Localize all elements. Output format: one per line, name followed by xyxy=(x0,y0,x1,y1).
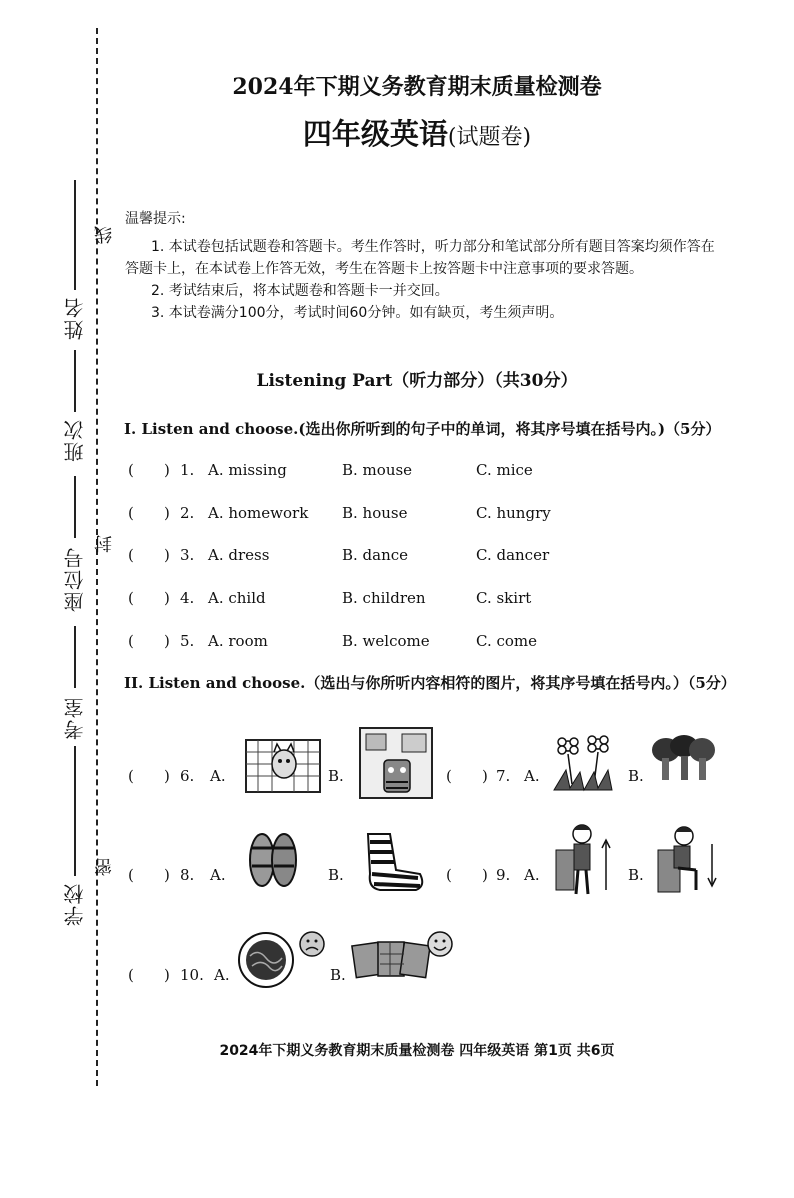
option-c: C. mice xyxy=(476,461,533,479)
subject-title: 四年级英语 xyxy=(302,117,448,151)
option-a: A. room xyxy=(208,632,268,650)
answer-paren-open: ( xyxy=(128,866,134,884)
question-number: 4. xyxy=(180,589,195,607)
field-room-label: 考室 xyxy=(63,696,87,740)
question-number: 1. xyxy=(180,461,195,479)
question-number: 2. xyxy=(180,504,195,522)
notice-item-2: 2. 考试结束后，将本试题卷和答题卡一并交回。 xyxy=(151,283,449,299)
option-b: B. xyxy=(328,866,344,884)
exam-subtitle xyxy=(0,112,794,153)
boy-stand-up-picture xyxy=(552,820,616,898)
answer-paren-open: ( xyxy=(128,767,134,785)
question-number: 7. xyxy=(496,767,511,785)
answer-paren-close: ) xyxy=(164,461,170,479)
notice-item-1: 1. 本试卷包括试题卷和答题卡。考生作答时，听力部分和笔试部分所有题目答案均须作答在答题卡上，在本试卷上作答无效，考生在答题卡上按答题卡中注意事项的要求答题。 xyxy=(125,239,715,277)
binding-mark-mi: 密 xyxy=(94,858,115,876)
answer-paren-close: ) xyxy=(164,966,170,984)
answer-paren-close: ) xyxy=(482,767,488,785)
option-c: C. come xyxy=(476,632,538,650)
question-row xyxy=(128,866,728,892)
answer-paren-close: ) xyxy=(164,767,170,785)
option-b: B. children xyxy=(342,589,426,607)
option-a: A. xyxy=(210,767,226,785)
boy-sit-down-picture xyxy=(656,820,720,898)
question-number: 3. xyxy=(180,546,195,564)
section1-title: I. Listen and choose.(选出你所听到的句子中的单词，将其序号填在括号内。)（5分） xyxy=(124,420,721,438)
answer-paren-close: ) xyxy=(164,546,170,564)
notice-heading: 温馨提示: xyxy=(125,211,186,227)
field-name-label: 姓名 xyxy=(63,296,87,340)
answer-paren-open: ( xyxy=(128,632,134,650)
option-a: A. xyxy=(214,966,230,984)
trees-picture xyxy=(650,734,716,784)
question-number: 9. xyxy=(496,866,511,884)
option-b: B. house xyxy=(342,504,408,522)
option-a: A. homework xyxy=(208,504,309,522)
cookies-happy-picture xyxy=(350,928,456,986)
school-blank[interactable] xyxy=(74,746,76,876)
field-class-label: 班次 xyxy=(63,418,87,462)
robot-in-room-picture xyxy=(358,726,434,800)
flowers-picture xyxy=(548,732,618,794)
question-number: 10. xyxy=(180,966,204,984)
answer-paren-close: ) xyxy=(164,589,170,607)
sock-picture xyxy=(360,830,428,894)
option-b: B. xyxy=(628,767,644,785)
question-number: 6. xyxy=(180,767,195,785)
option-a: A. xyxy=(210,866,226,884)
answer-paren-open: ( xyxy=(128,546,134,564)
binding-mark-xian: 线 xyxy=(94,226,115,244)
answer-paren-open: ( xyxy=(128,504,134,522)
option-b: B. mouse xyxy=(342,461,413,479)
binding-mark-feng: 封 xyxy=(94,535,115,553)
question-number: 8. xyxy=(180,866,195,884)
name-blank[interactable] xyxy=(74,180,76,290)
field-school-label: 学校 xyxy=(63,882,87,926)
option-b: B. welcome xyxy=(342,632,430,650)
option-c: C. hungry xyxy=(476,504,551,522)
sandals-picture xyxy=(244,830,300,888)
seat-blank[interactable] xyxy=(74,476,76,538)
answer-paren-open: ( xyxy=(128,589,134,607)
page-footer: 2024年下期义务教育期末质量检测卷 四年级英语 第1页 共6页 xyxy=(219,1043,615,1059)
exam-title: 2024年下期义务教育期末质量检测卷 xyxy=(232,74,602,100)
notice-block xyxy=(125,208,725,324)
option-c: C. dancer xyxy=(476,546,550,564)
notice-item-3: 3. 本试卷满分100分，考试时间60分钟。如有缺页，考生须声明。 xyxy=(151,305,564,321)
option-b: B. xyxy=(628,866,644,884)
answer-paren-open: ( xyxy=(446,866,452,884)
option-b: B. dance xyxy=(342,546,409,564)
answer-paren-close: ) xyxy=(164,866,170,884)
option-b: B. xyxy=(330,966,346,984)
section2-title: II. Listen and choose.（选出与你所听内容相符的图片，将其序号填在括号内。）（5分） xyxy=(124,674,736,692)
noodles-sad-picture xyxy=(236,928,328,990)
option-a: A. child xyxy=(208,589,266,607)
field-seat-label: 座位号 xyxy=(63,546,87,612)
answer-paren-close: ) xyxy=(482,866,488,884)
cat-in-basket-picture xyxy=(244,734,322,798)
option-a: A. xyxy=(524,866,540,884)
answer-paren-open: ( xyxy=(128,966,134,984)
option-a: A. xyxy=(524,767,540,785)
option-a: A. missing xyxy=(208,461,287,479)
room-blank[interactable] xyxy=(74,626,76,688)
answer-paren-close: ) xyxy=(164,504,170,522)
answer-paren-close: ) xyxy=(164,632,170,650)
subject-note: (试题卷) xyxy=(447,125,532,150)
question-number: 5. xyxy=(180,632,195,650)
answer-paren-open: ( xyxy=(446,767,452,785)
option-c: C. skirt xyxy=(476,589,532,607)
answer-paren-open: ( xyxy=(128,461,134,479)
option-b: B. xyxy=(328,767,344,785)
listening-part-title: Listening Part（听力部分）（共30分） xyxy=(256,371,578,391)
option-a: A. dress xyxy=(208,546,270,564)
binding-dashed-line xyxy=(96,28,98,1086)
